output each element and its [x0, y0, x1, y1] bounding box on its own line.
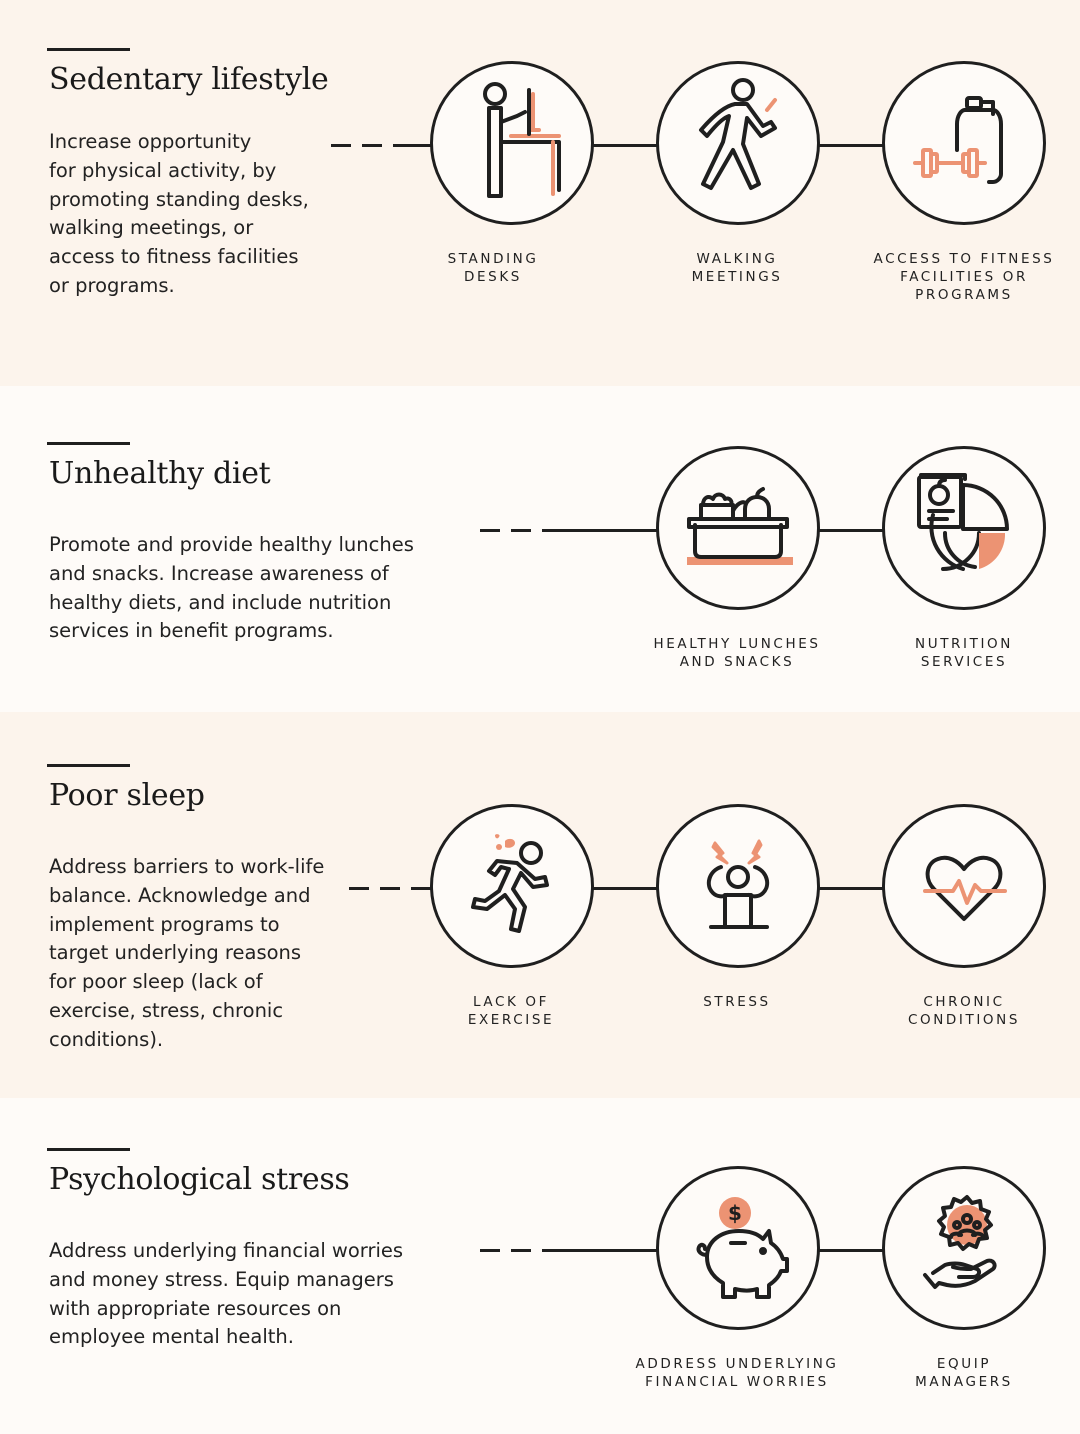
nutrition-chart-icon [885, 449, 1043, 607]
dash-segment [480, 1249, 500, 1252]
connector-line [592, 887, 660, 890]
dash-segment [511, 529, 531, 532]
section-description: Promote and provide healthy lunches and snacks. Increase awareness of healthy diets, and include nutrition services in benefit programs. [49, 533, 414, 643]
svg-text:$: $ [728, 1201, 742, 1225]
section-title: Sedentary lifestyle [49, 62, 329, 97]
section-description: Increase opportunity for physical activity, by promoting standing desks, walking meetings, or access to fitness facilities or programs. [49, 130, 309, 297]
dash-segment [393, 144, 433, 147]
connector-line [818, 887, 886, 890]
connector-line [818, 529, 886, 532]
running-person-icon [433, 807, 591, 965]
lunchbox-icon [659, 449, 817, 607]
section-rule [47, 442, 130, 445]
section-description: Address underlying financial worries and money stress. Equip managers with appropriate resources on employee mental health. [49, 1239, 404, 1349]
icon-circle-fitness-access [882, 61, 1046, 225]
piggy-bank-icon [659, 1169, 817, 1327]
connector-line [592, 144, 660, 147]
stressed-person-icon [659, 807, 817, 965]
item-label: LACK OF EXERCISE [467, 994, 555, 1028]
hand-gear-people-icon [885, 1169, 1043, 1327]
heartbeat-icon [885, 807, 1043, 965]
icon-circle-chronic-conditions [882, 804, 1046, 968]
dash-segment [511, 1249, 531, 1252]
dash-segment [362, 144, 382, 147]
section-rule [47, 764, 130, 767]
dash-segment [542, 529, 660, 532]
dash-segment [480, 529, 500, 532]
dash-segment [331, 144, 351, 147]
connector-line [818, 1249, 886, 1252]
walking-person-icon [659, 64, 817, 222]
section-rule [47, 1148, 130, 1151]
icon-circle-standing-desks [430, 61, 594, 225]
section-title: Psychological stress [49, 1162, 350, 1197]
dumbbell-bottle-icon [885, 64, 1043, 222]
section-rule [47, 48, 130, 51]
icon-circle-nutrition-services [882, 446, 1046, 610]
item-label: WALKING MEETINGS [691, 251, 783, 285]
item-label: NUTRITION SERVICES [915, 636, 1013, 670]
icon-circle-financial-worries [656, 1166, 820, 1330]
icon-circle-equip-managers [882, 1166, 1046, 1330]
icon-circle-stress [656, 804, 820, 968]
item-label: ACCESS TO FITNESS FACILITIES OR PROGRAMS [873, 251, 1055, 303]
section-title: Unhealthy diet [49, 456, 271, 491]
item-label: CHRONIC CONDITIONS [907, 994, 1021, 1028]
item-label: ADDRESS UNDERLYING FINANCIAL WORRIES [635, 1356, 839, 1390]
item-label: EQUIP MANAGERS [915, 1356, 1013, 1390]
item-label: HEALTHY LUNCHES AND SNACKS [653, 636, 821, 670]
connector-line [818, 144, 886, 147]
dash-segment [542, 1249, 660, 1252]
item-label: STANDING DESKS [447, 251, 539, 285]
section-title: Poor sleep [49, 778, 205, 813]
standing-desk-icon [433, 64, 591, 222]
dash-segment [349, 887, 369, 890]
item-label: STRESS [703, 994, 771, 1010]
icon-circle-lack-of-exercise [430, 804, 594, 968]
section-description: Address barriers to work-life balance. Acknowledge and implement programs to target underlying reasons for poor sleep (lack of exercise, stress, chronic conditions). [49, 855, 325, 1051]
icon-circle-healthy-lunches [656, 446, 820, 610]
icon-circle-walking-meetings [656, 61, 820, 225]
dash-segment [380, 887, 400, 890]
